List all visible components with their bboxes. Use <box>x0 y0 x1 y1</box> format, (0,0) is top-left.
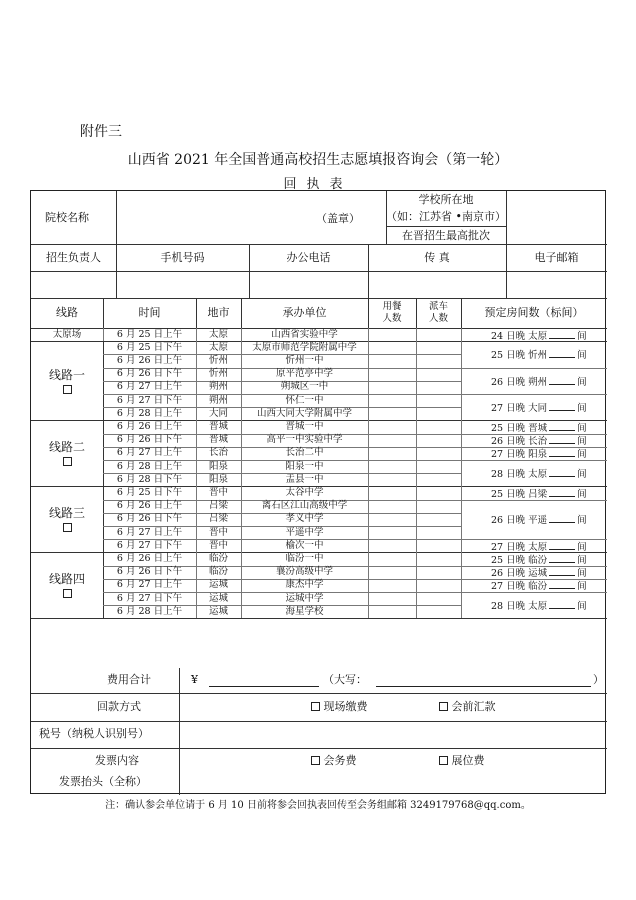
room-count-field[interactable] <box>549 467 575 477</box>
meal-count-cell[interactable] <box>368 605 416 618</box>
meal-count-cell[interactable] <box>368 381 416 394</box>
col-host: 承办单位 <box>282 306 327 319</box>
meal-count-cell[interactable] <box>368 407 416 420</box>
row-host: 阳泉一中 <box>285 460 324 472</box>
row-city: 运城 <box>208 605 228 617</box>
row-city: 长治 <box>208 447 228 459</box>
checkbox-icon <box>439 756 448 765</box>
car-count-cell[interactable] <box>416 341 461 354</box>
manager-label: 招生负责人 <box>46 251 101 264</box>
row-host: 榆次一中 <box>285 539 324 551</box>
meal-count-cell[interactable] <box>368 368 416 381</box>
car-count-cell[interactable] <box>416 394 461 407</box>
document-subtitle: 回执表 <box>283 177 353 192</box>
row-host: 忻州一中 <box>285 355 324 366</box>
invoice-option-booth[interactable]: 展位费 <box>439 755 485 767</box>
row-city: 运城 <box>208 579 228 591</box>
row-time: 6 月 26 日上午 <box>116 355 183 366</box>
invoice-content-label: 发票内容 <box>95 754 139 767</box>
route-label: 线路二 <box>31 440 103 468</box>
meal-count-cell[interactable] <box>368 354 416 367</box>
row-time: 6 月 28 日下午 <box>116 473 183 485</box>
car-count-cell[interactable] <box>416 500 461 513</box>
row-host: 长治二中 <box>285 447 324 459</box>
row-city: 吕梁 <box>208 500 228 512</box>
row-city: 太原 <box>208 341 228 353</box>
room-booking[interactable]: 27 日晚 临汾 间 <box>491 581 587 593</box>
payment-option-remit[interactable]: 会前汇款 <box>439 701 496 713</box>
col-route: 线路 <box>56 306 78 319</box>
fee-upper-label: （大写： <box>323 673 367 686</box>
row-city: 晋中 <box>208 487 228 498</box>
row-time: 6 月 27 日上午 <box>116 447 183 459</box>
seal-label: （盖章） <box>316 212 360 225</box>
row-host: 太原市师范学院附属中学 <box>252 341 357 353</box>
room-booking[interactable]: 25 日晚 吕梁 间 <box>491 489 587 500</box>
fee-close: ） <box>593 673 604 686</box>
room-count-field[interactable] <box>549 540 575 550</box>
row-city: 朔州 <box>208 394 228 406</box>
mobile-label: 手机号码 <box>160 251 205 264</box>
fee-label: 费用合计 <box>107 673 151 686</box>
meal-count-cell[interactable] <box>368 341 416 354</box>
car-count-cell[interactable] <box>416 381 461 394</box>
row-host: 朔城区一中 <box>280 381 329 393</box>
tax-id-label: 税号（纳税人识别号） <box>39 727 149 740</box>
col-car: 派车人数 <box>428 301 448 324</box>
car-count-cell[interactable] <box>416 552 461 565</box>
room-count-field[interactable] <box>549 434 575 444</box>
car-count-cell[interactable] <box>416 354 461 367</box>
form-table <box>30 190 606 794</box>
room-count-field[interactable] <box>549 579 575 589</box>
room-booking[interactable]: 25 日晚 临汾 间 <box>491 555 587 566</box>
row-host: 原平范亭中学 <box>275 368 333 380</box>
checkbox-icon <box>311 702 320 711</box>
row-time: 6 月 27 日上午 <box>116 381 183 393</box>
room-count-field[interactable] <box>549 329 575 339</box>
car-count-cell[interactable] <box>416 486 461 499</box>
room-booking[interactable]: 28 日晚 太原 间 <box>491 601 587 613</box>
row-time: 6 月 27 日下午 <box>116 394 183 406</box>
row-host: 平遥中学 <box>285 526 324 538</box>
row-city: 大同 <box>208 407 228 419</box>
car-count-cell[interactable] <box>416 460 461 473</box>
row-city: 忻州 <box>208 355 228 366</box>
meal-count-cell[interactable] <box>368 579 416 592</box>
route-checkbox-icon[interactable] <box>63 385 72 394</box>
row-time: 6 月 25 日下午 <box>116 341 183 353</box>
car-count-cell[interactable] <box>416 592 461 605</box>
fee-upper-field[interactable] <box>376 686 591 687</box>
row-host: 孝义中学 <box>285 513 324 525</box>
meal-count-cell[interactable] <box>368 539 416 552</box>
route-label-taiyuan: 太原场 <box>52 328 82 340</box>
row-host: 离石区江山高级中学 <box>261 500 348 512</box>
row-host: 山西省实验中学 <box>271 328 338 340</box>
room-count-field[interactable] <box>549 447 575 457</box>
meal-count-cell[interactable] <box>368 500 416 513</box>
col-rooms: 预定房间数（标间） <box>484 306 584 319</box>
route-checkbox-icon[interactable] <box>63 589 72 598</box>
meal-count-cell[interactable] <box>368 447 416 460</box>
row-city: 晋中 <box>208 526 228 538</box>
room-count-field[interactable] <box>549 513 575 523</box>
footnote: 注：确认参会单位请于 6 月 10 日前将参会回执表回传至会务组邮箱 3249179768@qq.com。 <box>105 800 531 811</box>
row-time: 6 月 26 日上午 <box>116 421 183 432</box>
meal-count-cell[interactable] <box>368 460 416 473</box>
row-host: 康杰中学 <box>285 579 324 591</box>
row-host: 襄汾高级中学 <box>275 566 333 578</box>
row-time: 6 月 26 日上午 <box>116 553 183 564</box>
room-booking[interactable]: 26 日晚 朔州 间 <box>491 376 587 388</box>
car-count-cell[interactable] <box>416 434 461 447</box>
row-city: 晋中 <box>208 539 228 551</box>
room-count-field[interactable] <box>549 348 575 358</box>
row-host: 海星学校 <box>285 605 324 617</box>
payment-label: 回款方式 <box>97 700 141 713</box>
row-host: 盂县一中 <box>285 473 324 485</box>
room-booking[interactable]: 26 日晚 运城 间 <box>491 568 587 580</box>
row-time: 6 月 26 日下午 <box>116 434 183 446</box>
route-checkbox-icon[interactable] <box>63 457 72 466</box>
room-booking[interactable]: 26 日晚 长治 间 <box>491 436 587 448</box>
row-time: 6 月 26 日下午 <box>116 566 183 578</box>
row-time: 6 月 26 日上午 <box>116 500 183 512</box>
room-booking[interactable]: 28 日晚 太原 间 <box>491 469 587 481</box>
room-booking[interactable]: 27 日晚 太原 间 <box>491 541 587 553</box>
row-host: 怀仁一中 <box>285 394 324 406</box>
meal-count-cell[interactable] <box>368 486 416 499</box>
invoice-title-label: 发票抬头（全称） <box>59 775 147 788</box>
car-count-cell[interactable] <box>416 566 461 579</box>
car-count-cell[interactable] <box>416 579 461 592</box>
row-host: 山西大同大学附属中学 <box>256 407 352 419</box>
row-city: 阳泉 <box>208 473 228 485</box>
route-label: 线路一 <box>31 368 103 396</box>
col-city: 地市 <box>207 306 230 319</box>
room-count-field[interactable] <box>549 421 575 431</box>
location-label: 学校所在地 <box>418 193 474 206</box>
row-host: 晋城一中 <box>285 421 324 432</box>
row-time: 6 月 27 日上午 <box>116 526 183 538</box>
car-count-cell[interactable] <box>416 473 461 486</box>
room-booking[interactable]: 27 日晚 阳泉 间 <box>491 449 587 461</box>
row-city: 晋城 <box>208 434 228 446</box>
row-host: 高平一中实验中学 <box>266 434 343 446</box>
row-time: 6 月 27 日下午 <box>116 592 183 604</box>
room-count-field[interactable] <box>549 553 575 563</box>
row-host: 临汾一中 <box>285 553 324 564</box>
row-host: 运城中学 <box>285 592 324 604</box>
car-count-cell[interactable] <box>416 605 461 618</box>
school-name-label: 院校名称 <box>45 211 89 224</box>
row-time: 6 月 28 日上午 <box>116 605 183 617</box>
room-booking[interactable]: 25 日晚 晋城 间 <box>491 423 587 434</box>
route-label: 线路四 <box>31 572 103 600</box>
row-city: 吕梁 <box>208 513 228 525</box>
row-city: 晋城 <box>208 421 228 432</box>
email-label: 电子邮箱 <box>534 251 579 264</box>
row-city: 临汾 <box>208 553 228 564</box>
meal-count-cell[interactable] <box>368 394 416 407</box>
checkbox-icon <box>439 702 448 711</box>
route-label: 线路三 <box>31 506 103 534</box>
meal-count-cell[interactable] <box>368 473 416 486</box>
room-booking[interactable]: 25 日晚 忻州 间 <box>491 350 587 362</box>
location-example: （如：江苏省 •南京市） <box>386 210 506 223</box>
room-count-field[interactable] <box>549 599 575 609</box>
row-time: 6 月 28 日上午 <box>116 460 183 472</box>
fee-yen: ¥ <box>191 673 198 686</box>
fee-amount-field[interactable] <box>209 686 319 687</box>
car-count-cell[interactable] <box>416 526 461 539</box>
min-batch-label: 在晋招生最高批次 <box>402 229 490 242</box>
car-count-cell[interactable] <box>416 368 461 381</box>
meal-count-cell[interactable] <box>368 513 416 526</box>
row-city: 忻州 <box>208 368 228 380</box>
room-booking[interactable]: 24 日晚 太原 间 <box>491 330 587 342</box>
room-booking[interactable]: 27 日晚 大同 间 <box>491 403 587 415</box>
car-count-cell[interactable] <box>416 539 461 552</box>
row-time: 6 月 28 日上午 <box>116 407 183 419</box>
row-city: 运城 <box>208 592 228 604</box>
room-booking[interactable]: 26 日晚 平遥 间 <box>491 515 587 527</box>
row-city: 太原 <box>208 328 228 340</box>
meal-count-cell[interactable] <box>368 592 416 605</box>
car-count-cell[interactable] <box>416 420 461 433</box>
meal-count-cell[interactable] <box>368 420 416 433</box>
car-count-cell[interactable] <box>416 447 461 460</box>
room-count-field[interactable] <box>549 375 575 385</box>
route-checkbox-icon[interactable] <box>63 523 72 532</box>
office-phone-label: 办公电话 <box>286 251 331 264</box>
meal-count-cell[interactable] <box>368 552 416 565</box>
car-count-cell[interactable] <box>416 407 461 420</box>
document-title: 山西省 2021 年全国普通高校招生志愿填报咨询会（第一轮） <box>127 152 509 168</box>
meal-count-cell[interactable] <box>368 526 416 539</box>
row-time: 6 月 25 日上午 <box>116 328 183 340</box>
row-time: 6 月 26 日下午 <box>116 513 183 525</box>
row-time: 6 月 27 日下午 <box>116 539 183 551</box>
row-time: 6 月 26 日下午 <box>116 368 183 380</box>
checkbox-icon <box>311 756 320 765</box>
row-city: 朔州 <box>208 381 228 393</box>
payment-option-onsite[interactable]: 现场缴费 <box>311 701 368 713</box>
col-meal: 用餐人数 <box>382 301 402 324</box>
row-time: 6 月 27 日上午 <box>116 579 183 591</box>
room-count-field[interactable] <box>549 401 575 411</box>
row-time: 6 月 25 日下午 <box>116 487 183 498</box>
row-city: 临汾 <box>208 566 228 578</box>
fax-label: 传 真 <box>424 251 450 264</box>
invoice-option-conference[interactable]: 会务费 <box>311 755 357 767</box>
meal-count-cell[interactable] <box>368 434 416 447</box>
room-count-field[interactable] <box>549 566 575 576</box>
car-count-cell[interactable] <box>416 513 461 526</box>
col-time: 时间 <box>138 306 161 319</box>
meal-count-cell[interactable] <box>368 566 416 579</box>
row-host: 太谷中学 <box>285 487 324 498</box>
room-count-field[interactable] <box>549 487 575 497</box>
row-city: 阳泉 <box>208 460 228 472</box>
attachment-label: 附件三 <box>80 124 122 140</box>
